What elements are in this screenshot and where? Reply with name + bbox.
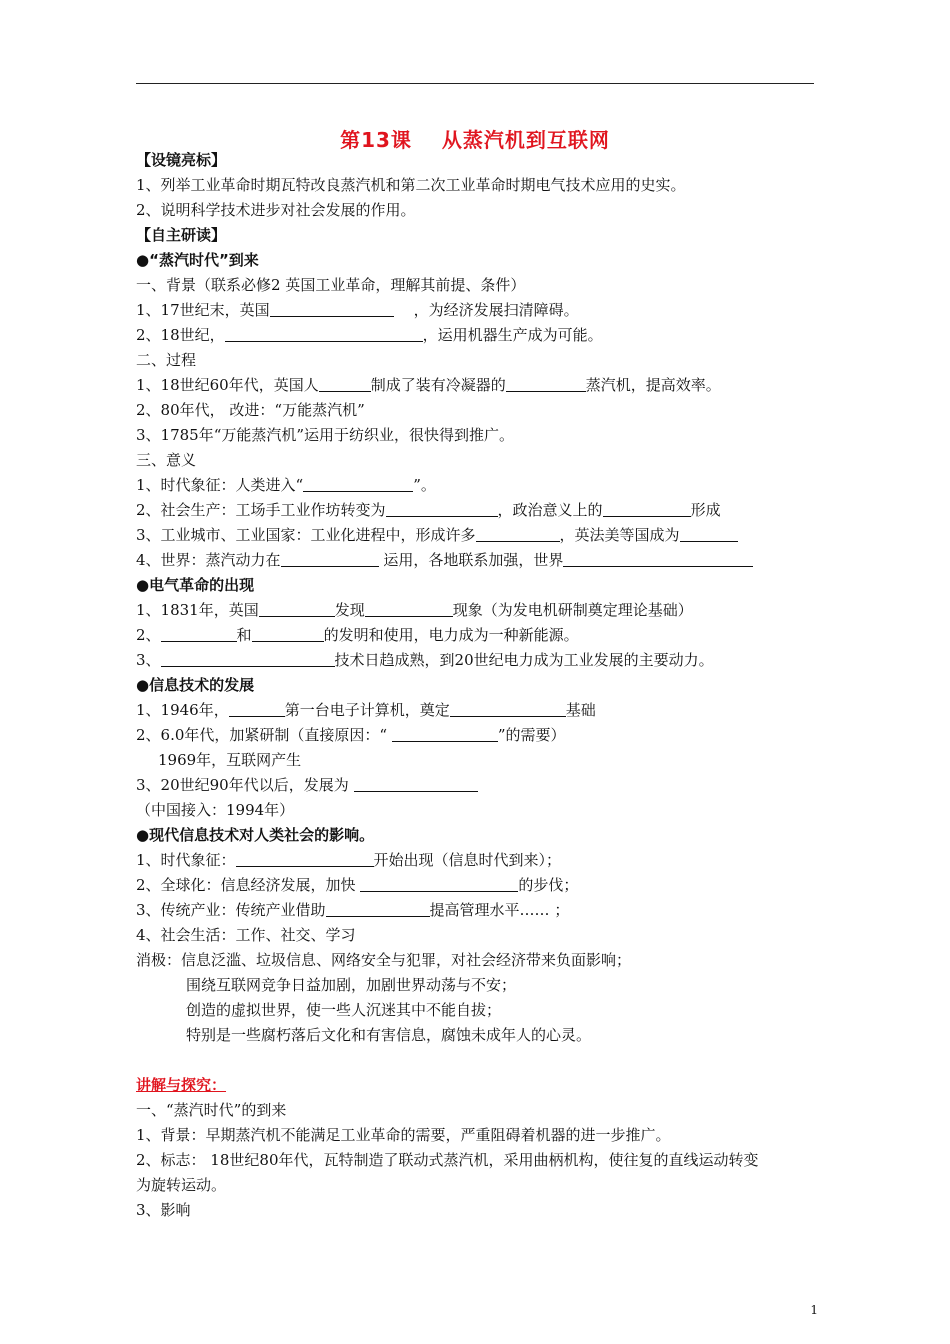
info-item: 1、1946年， 第一台电子计算机，奠定 基础 xyxy=(136,701,596,719)
negative-item: 创造的虚拟世界，使一些人沉迷其中不能自拔； xyxy=(186,1001,502,1019)
info-note: （中国接入：1994年） xyxy=(136,801,295,819)
negative-item: 围绕互联网竞争日益加剧，加剧世界动荡与不安； xyxy=(186,976,517,994)
fill-blank[interactable] xyxy=(563,550,753,567)
fill-blank[interactable] xyxy=(319,375,371,392)
goal-item: 2、说明科学技术进步对社会发展的作用。 xyxy=(136,201,416,219)
fill-blank[interactable] xyxy=(506,375,586,392)
background-item: 2、18世纪， ，运用机器生产成为可能。 xyxy=(136,326,603,344)
impact-item: 3、传统产业：传统产业借助 提高管理水平…… ； xyxy=(136,901,570,919)
fill-blank[interactable] xyxy=(161,625,237,642)
significance-heading: 三、意义 xyxy=(136,451,197,469)
info-item: 1969年，互联网产生 xyxy=(158,751,302,769)
topic-electric-heading: ●电气革命的出现 xyxy=(136,576,255,594)
goal-item: 1、列举工业革命时期瓦特改良蒸汽机和第二次工业革命时期电气技术应用的史实。 xyxy=(136,176,686,194)
fill-blank[interactable] xyxy=(326,900,430,917)
fill-blank[interactable] xyxy=(259,600,335,617)
process-item: 2、80年代， 改进：“万能蒸汽机” xyxy=(136,401,365,419)
significance-item: 4、世界：蒸汽动力在 运用，各地联系加强，世界 xyxy=(136,550,753,570)
fill-blank[interactable] xyxy=(354,775,478,792)
process-item: 3、1785年“万能蒸汽机”运用于纺织业，很快得到推广。 xyxy=(136,426,515,444)
explore-item: 3、影响 xyxy=(136,1201,191,1219)
topic-info-heading: ●信息技术的发展 xyxy=(136,676,255,694)
fill-blank[interactable] xyxy=(303,475,413,492)
header-rule xyxy=(136,83,814,84)
info-item: 3、20世纪90年代以后，发展为 xyxy=(136,775,478,795)
background-heading: 一、背景（联系必修2 英国工业革命，理解其前提、条件） xyxy=(136,276,526,294)
negative-item: 消极：信息泛滥、垃圾信息、网络安全与犯罪，对社会经济带来负面影响； xyxy=(136,951,632,969)
fill-blank[interactable] xyxy=(229,700,285,717)
electric-item: 1、1831年，英国 发现 现象（为发电机研制奠定理论基础） xyxy=(136,601,693,619)
explore-heading: 讲解与探究： xyxy=(136,1076,227,1094)
explore-item: 一、“蒸汽时代”的到来 xyxy=(136,1101,287,1119)
significance-item: 2、社会生产：工场手工业作坊转变为 ，政治意义上的 形成 xyxy=(136,501,721,519)
topic-steam-heading: ●“蒸汽时代”到来 xyxy=(136,251,259,269)
negative-item: 特别是一些腐朽落后文化和有害信息，腐蚀未成年人的心灵。 xyxy=(186,1026,592,1044)
explore-item: 为旋转运动。 xyxy=(136,1176,227,1194)
fill-blank[interactable] xyxy=(450,700,566,717)
fill-blank[interactable] xyxy=(386,500,498,517)
fill-blank[interactable] xyxy=(392,725,498,742)
explore-item: 2、标志： 18世纪80年代，瓦特制造了联动式蒸汽机，采用曲柄机构，使往复的直线运动转变 xyxy=(136,1151,759,1169)
section-goal-heading: 【设镜亮标】 xyxy=(136,151,227,169)
impact-item: 2、全球化：信息经济发展，加快 的步伐； xyxy=(136,876,579,894)
process-heading: 二、过程 xyxy=(136,351,197,369)
fill-blank[interactable] xyxy=(270,300,394,317)
fill-blank[interactable] xyxy=(476,525,560,542)
page-number: 1 xyxy=(810,1303,818,1317)
fill-blank[interactable] xyxy=(161,650,335,667)
fill-blank[interactable] xyxy=(680,525,738,542)
lesson-title: 第13课 从蒸汽机到互联网 xyxy=(340,128,610,152)
fill-blank[interactable] xyxy=(281,550,379,567)
explore-item: 1、背景：早期蒸汽机不能满足工业革命的需要，严重阻碍着机器的进一步推广。 xyxy=(136,1126,671,1144)
impact-item: 4、社会生活：工作、社交、学习 xyxy=(136,926,356,944)
impact-item: 1、时代象征： 开始出现（信息时代到来）； xyxy=(136,851,562,869)
info-item: 2、6.0年代，加紧研制（直接原因：“ ”的需要） xyxy=(136,726,566,744)
fill-blank[interactable] xyxy=(365,600,453,617)
electric-item: 3、 技术日趋成熟，到20世纪电力成为工业发展的主要动力。 xyxy=(136,651,714,669)
fill-blank[interactable] xyxy=(236,850,374,867)
fill-blank[interactable] xyxy=(360,875,518,892)
significance-item: 1、时代象征：人类进入“ ”。 xyxy=(136,476,436,494)
electric-item: 2、 和 的发明和使用，电力成为一种新能源。 xyxy=(136,626,579,644)
fill-blank[interactable] xyxy=(225,325,423,342)
significance-item: 3、工业城市、工业国家：工业化进程中，形成许多 ，英法美等国成为 xyxy=(136,525,738,545)
process-item: 1、18世纪60年代，英国人 制成了装有冷凝器的 蒸汽机，提高效率。 xyxy=(136,376,721,394)
section-read-heading: 【自主研读】 xyxy=(136,226,227,244)
background-item: 1、17世纪末，英国 ，为经济发展扫清障碍。 xyxy=(136,301,579,319)
fill-blank[interactable] xyxy=(603,500,691,517)
topic-impact-heading: ●现代信息技术对人类社会的影响。 xyxy=(136,826,375,844)
fill-blank[interactable] xyxy=(252,625,324,642)
